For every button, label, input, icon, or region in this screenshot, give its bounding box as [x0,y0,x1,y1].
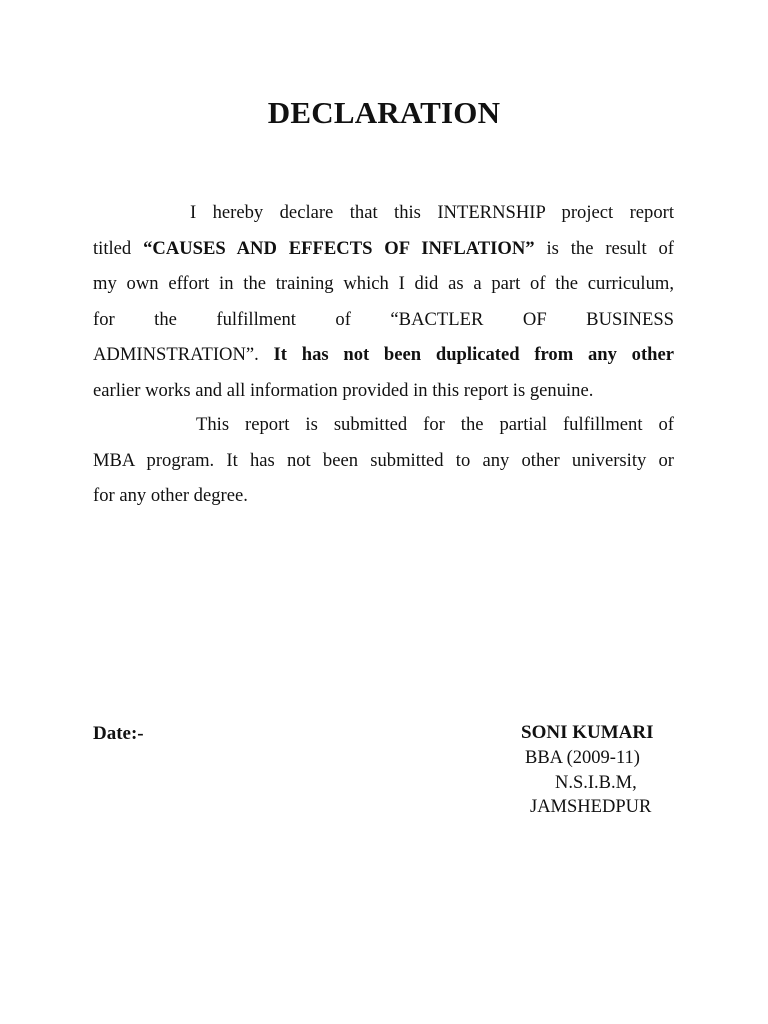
page-title: DECLARATION [267,95,501,130]
degree-name-end: ADMINSTRATION”. [93,344,259,366]
report-title: “CAUSES AND EFFECTS OF INFLATION” [143,237,535,259]
paragraph-1-line-6: earlier works and all information provided in this report is genuine. [93,379,594,401]
signatory-name: SONI KUMARI [521,722,654,743]
paragraph-2-line-3: for any other degree. [93,485,248,507]
signatory-institute: N.S.I.B.M, [555,773,637,793]
date-label: Date:- [93,723,144,744]
declaration-paragraph-2 [93,407,674,514]
paragraph-1-line-4: for the fulfillment of “BACTLER OF BUSINESS [93,308,674,330]
signatory-city: JAMSHEDPUR [530,797,652,817]
paragraph-2-line-2: MBA program. It has not been submitted to any other university or [93,449,674,471]
paragraph-1-line-2 [93,231,674,267]
title-outro-text: is the result of [534,237,674,259]
paragraph-2-line-1: This report is submitted for the partial fulfillment of [196,414,674,435]
paragraph-1-line-5 [93,337,674,373]
duplication-statement: It has not been duplicated from any other [258,344,674,366]
signatory-course: BBA (2009-11) [525,748,640,768]
paragraph-1-line-3: my own effort in the training which I did as a part of the curriculum, [93,273,674,295]
title-intro-text: titled [93,237,144,259]
paragraph-1-line-1: I hereby declare that this INTERNSHIP project report [190,202,674,223]
declaration-paragraph-1 [93,195,674,409]
